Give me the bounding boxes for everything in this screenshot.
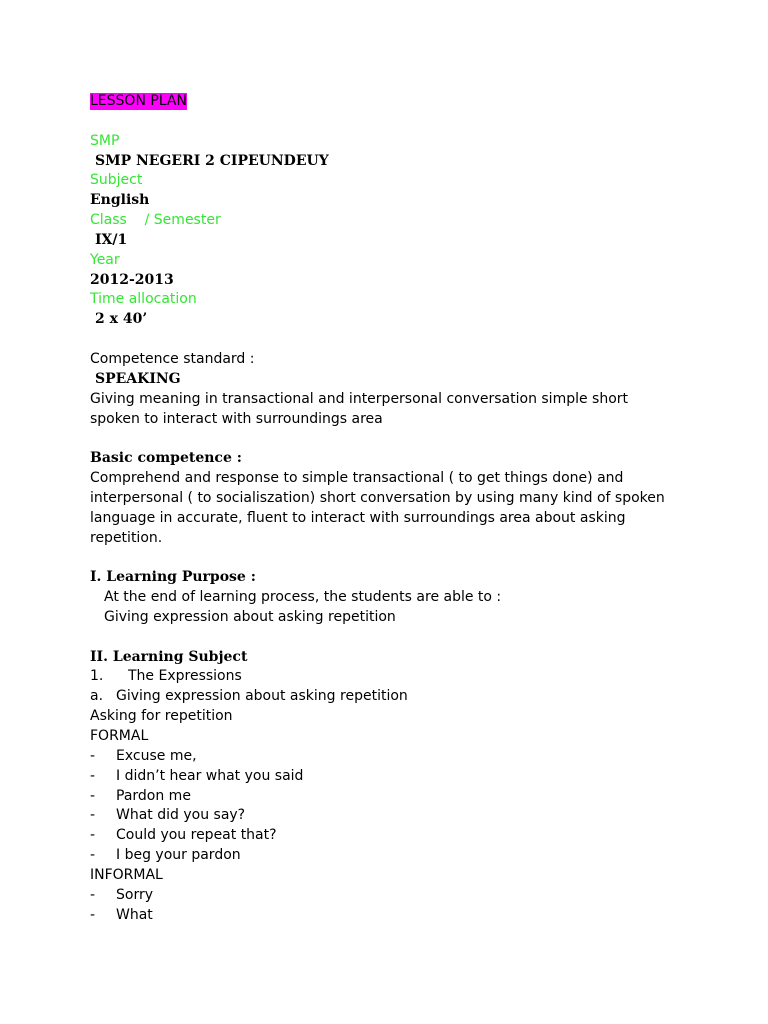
dash-bullet: - [90, 807, 96, 824]
list-item [90, 886, 690, 906]
dash-bullet: - [90, 847, 96, 864]
formal-label: FORMAL [90, 728, 149, 744]
competence-line: spoken to interact with surroundings area [90, 410, 383, 427]
item-text: The Expressions [128, 668, 242, 685]
learning-subject-heading: II. Learning Subject [90, 648, 248, 665]
list-item [90, 906, 690, 926]
list-item-text: Excuse me, [116, 747, 197, 764]
class-label: Class / Semester [90, 212, 221, 229]
basic-competence-line: repetition. [90, 529, 163, 546]
blank-line [90, 112, 690, 132]
dash-bullet: - [90, 886, 96, 903]
basic-competence-line: Comprehend and response to simple transactional ( to get things done) and [90, 470, 624, 487]
class-value: IX/1 [95, 231, 128, 248]
dash-bullet: - [90, 827, 96, 844]
lettered-item [90, 687, 690, 707]
list-item [90, 806, 690, 826]
informal-label: INFORMAL [90, 866, 163, 883]
dash-bullet: - [90, 747, 96, 764]
list-item-text: Sorry [116, 886, 154, 903]
learning-purpose-heading: I. Learning Purpose : [90, 569, 256, 586]
learning-purpose-line: At the end of learning process, the students are able to : [104, 589, 502, 606]
competence-skill: SPEAKING [95, 370, 181, 387]
school-label: SMP [90, 132, 120, 149]
learning-purpose-line: Giving expression about asking repetition [104, 608, 396, 625]
subject-label: Subject [90, 172, 143, 189]
item-letter: a. [90, 688, 104, 705]
item-text: Giving expression about asking repetition [116, 688, 408, 705]
time-allocation-value: 2 x 40’ [95, 311, 148, 328]
blank-line [90, 628, 690, 648]
list-item-text: Could you repeat that? [116, 827, 277, 844]
list-item-text: Pardon me [116, 787, 191, 804]
asking-for-repetition-label: Asking for repetition [90, 708, 233, 725]
list-item-text: I didn’t hear what you said [116, 767, 304, 784]
lesson-plan-document [90, 92, 690, 925]
blank-line [90, 429, 690, 449]
basic-competence-heading: Basic competence : [90, 450, 242, 467]
blank-line [90, 330, 690, 350]
list-item [90, 846, 690, 866]
title-line [90, 92, 690, 112]
basic-competence-line: interpersonal ( to socialiszation) short conversation by using many kind of spoken [90, 489, 665, 506]
dash-bullet: - [90, 906, 96, 923]
competence-standard-label: Competence standard : [90, 350, 255, 367]
list-item-text: I beg your pardon [116, 847, 241, 864]
year-value: 2012-2013 [90, 271, 174, 288]
list-item-text: What [116, 906, 153, 923]
item-number: 1. [90, 668, 104, 685]
competence-line: Giving meaning in transactional and interpersonal conversation simple short [90, 390, 629, 407]
blank-line [90, 548, 690, 568]
numbered-item [90, 667, 690, 687]
dash-bullet: - [90, 767, 96, 784]
list-item [90, 787, 690, 807]
school-value: SMP NEGERI 2 CIPEUNDEUY [95, 152, 329, 169]
list-item [90, 747, 690, 767]
list-item [90, 826, 690, 846]
year-label: Year [90, 251, 120, 268]
subject-value: English [90, 192, 150, 209]
list-item-text: What did you say? [116, 807, 246, 824]
dash-bullet: - [90, 787, 96, 804]
time-allocation-label: Time allocation [90, 291, 197, 308]
lesson-plan-title: LESSON PLAN [90, 93, 187, 109]
basic-competence-line: language in accurate, fluent to interact with surroundings area about asking [90, 509, 626, 526]
list-item [90, 767, 690, 787]
